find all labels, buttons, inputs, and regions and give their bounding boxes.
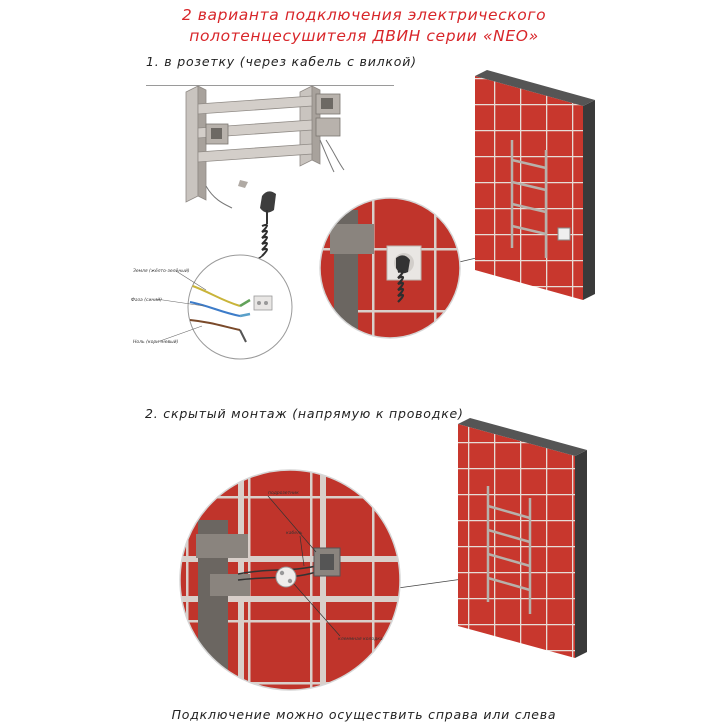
callout-cable: кабель (286, 531, 303, 536)
callout-box: подрозетник (268, 491, 299, 496)
towel-rail-3d (186, 86, 344, 208)
title-line-2: полотенцесушителя ДВИН серии «NEO» (189, 27, 539, 45)
wire-label-neutral: Ноль (коричневый) (133, 340, 179, 345)
option-1-caption: 1. в розетку (через кабель с вилкой) (146, 54, 417, 69)
footer-note: Подключение можно осуществить справа или слева (171, 707, 557, 722)
wire-label-earth: Земля (жёлто-зелёный) (133, 269, 190, 274)
tiled-wall-1 (475, 70, 595, 300)
tiled-wall-2 (458, 418, 587, 658)
wire-label-phase: Фаза (синий) (131, 298, 162, 303)
option-2-caption: 2. скрытый монтаж (напрямую к проводке) (145, 406, 464, 421)
callout-terminal: клеммная колодка (338, 637, 383, 642)
wiring-detail-circle (188, 255, 292, 359)
plug-cable (240, 191, 276, 260)
hidden-wiring-zoom-circle (178, 468, 470, 710)
title-line-1: 2 варианта подключения электрического (181, 6, 547, 24)
